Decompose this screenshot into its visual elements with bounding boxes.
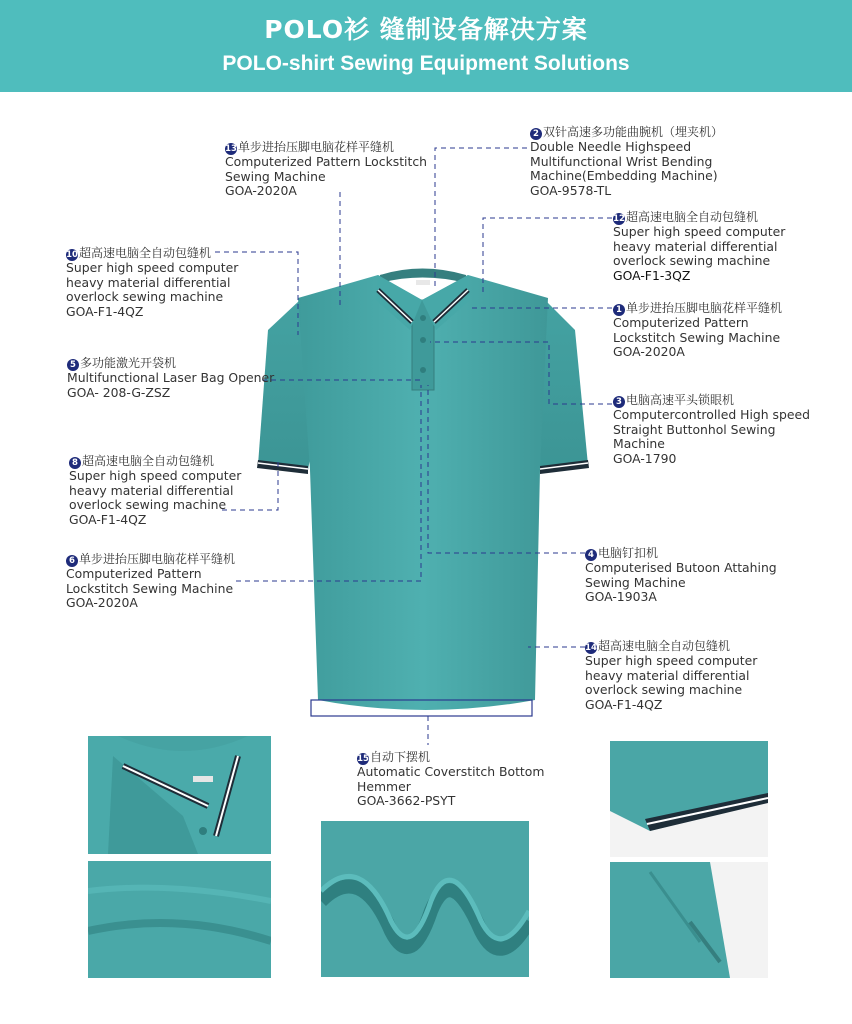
- callout-2: 2 双针高速多功能曲腕机（埋夹机） Double Needle Highspeed Multifunctional Wrist Bending Machine(Embedding Machine) GOA-9578-TL: [530, 125, 724, 198]
- button: [420, 367, 426, 373]
- callout-number-badge: 13: [225, 144, 237, 154]
- callout-13: 13单步进抬压脚电脑花样平缝机 Computerized Pattern Lockstitch Sewing Machine GOA-2020A: [225, 140, 428, 199]
- photo-hem-fold-detail: [321, 821, 529, 977]
- callout-1: 1 单步进抬压脚电脑花样平缝机 Computerized Pattern Lockstitch Sewing Machine GOA-2020A: [613, 301, 783, 360]
- callout-6: 6 单步进抬压脚电脑花样平缝机 Computerized Pattern Lockstitch Sewing Machine GOA-2020A: [66, 552, 236, 611]
- page-title-en: POLO-shirt Sewing Equipment Solutions: [222, 52, 630, 75]
- photo-side-seam-detail: [610, 862, 768, 978]
- callout-5: 5 多功能激光开袋机 Multifunctional Laser Bag Opener GOA- 208-G-ZSZ: [67, 356, 275, 400]
- button: [420, 337, 426, 343]
- callout-3: 3 电脑高速平头锁眼机 Computercontrolled High speed Straight Buttonhol Sewing Machine GOA-1790: [613, 393, 810, 466]
- photo-fabric-detail: [88, 861, 271, 978]
- callout-14: 14超高速电脑全自动包缝机 Super high speed computer heavy material differential overlock sewing machine GOA-F1-4QZ: [585, 639, 758, 712]
- callout-number-badge: 8: [69, 457, 81, 469]
- callout-10: 10超高速电脑全自动包缝机 Super high speed computer heavy material differential overlock sewing machine GOA-F1-4QZ: [66, 246, 239, 319]
- callout-number-badge: 2: [530, 128, 542, 140]
- photo-collar-detail: [88, 736, 271, 854]
- photo-sleeve-cuff-detail: [610, 741, 768, 857]
- callout-12: 12超高速电脑全自动包缝机 Super high speed computer heavy material differential overlock sewing machine GOA-F1-3QZ: [613, 210, 786, 283]
- callout-number-badge: 4: [585, 549, 597, 561]
- callout-4: 4 电脑钉扣机 Computerised Butoon Attahing Sewing Machine GOA-1903A: [585, 546, 777, 605]
- callout-15: 15自动下摆机 Automatic Coverstitch Bottom Hemmer GOA-3662-PSYT: [357, 750, 545, 809]
- button: [420, 315, 426, 321]
- callout-8: 8 超高速电脑全自动包缝机 Super high speed computer heavy material differential overlock sewing machine GOA-F1-4QZ: [69, 454, 242, 527]
- callout-number-badge: 5: [67, 359, 79, 371]
- callout-number-badge: 10: [66, 250, 78, 260]
- callout-number-badge: 12: [613, 214, 625, 224]
- callout-number-badge: 15: [357, 754, 369, 764]
- page-title-cn: POLO衫 缝制设备解决方案: [264, 15, 588, 44]
- callout-number-badge: 3: [613, 396, 625, 408]
- callout-number-badge: 1: [613, 304, 625, 316]
- callout-number-badge: 6: [66, 555, 78, 567]
- callout-number-badge: 14: [585, 643, 597, 653]
